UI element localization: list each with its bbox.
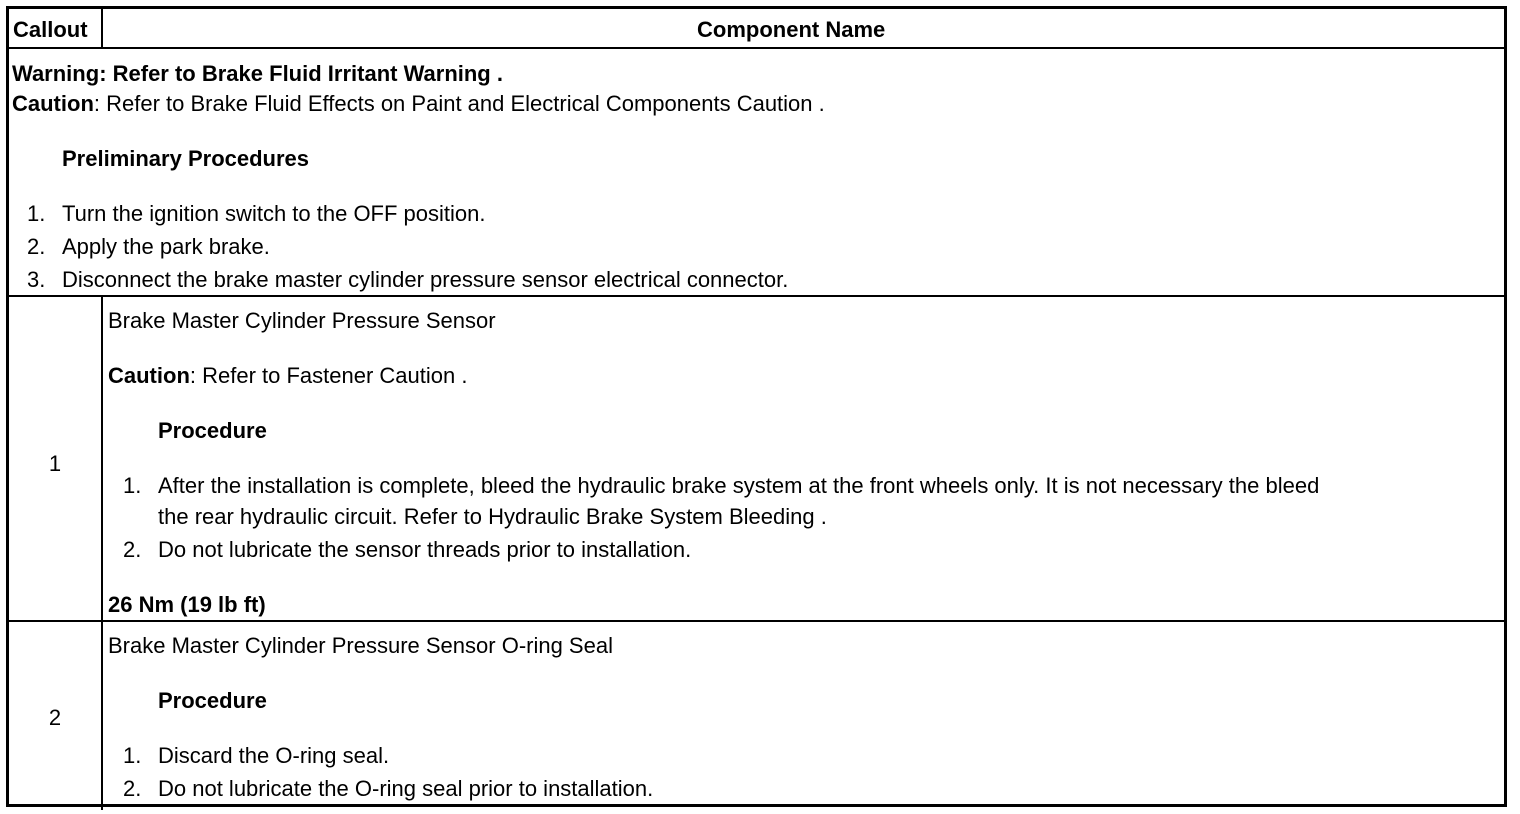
header-divider — [101, 9, 103, 47]
warning-label: Warning — [12, 61, 100, 86]
step-number: 3. — [27, 267, 46, 292]
step-number: 2. — [27, 234, 46, 259]
row-2-divider — [101, 620, 103, 810]
step-number: 1. — [123, 743, 142, 768]
component-name: Brake Master Cylinder Pressure Sensor O-ring Seal — [108, 633, 613, 658]
step-text: After the installation is complete, bleed the hydraulic brake system at the front wheels only. It is not necessary the bleed — [158, 473, 1320, 498]
step-text: Disconnect the brake master cylinder pressure sensor electrical connector. — [62, 267, 789, 292]
step-text-continued: the rear hydraulic circuit. Refer to Hydraulic Brake System Bleeding . — [158, 504, 827, 529]
warning-line — [12, 63, 503, 85]
step-text: Do not lubricate the sensor threads prior to installation. — [158, 537, 692, 562]
step-text: Apply the park brake. — [62, 234, 270, 259]
header-component-name: Component Name — [697, 17, 886, 42]
preliminary-heading: Preliminary Procedures — [62, 146, 310, 171]
intro-rule — [9, 295, 1504, 297]
step-number: 1. — [123, 473, 142, 498]
caution-label: Caution — [12, 91, 94, 116]
caution-text: : Refer to Fastener Caution . — [189, 363, 468, 388]
step-text: Turn the ignition switch to the OFF position. — [62, 201, 486, 226]
caution-line — [12, 93, 825, 115]
header-callout: Callout — [13, 17, 88, 42]
callout-number: 2 — [48, 705, 62, 730]
step-text: Discard the O-ring seal. — [158, 743, 390, 768]
step-number: 2. — [123, 776, 142, 801]
torque-spec: 26 Nm (19 lb ft) — [108, 592, 266, 617]
component-table — [6, 6, 1507, 807]
row-caution-line — [108, 365, 467, 387]
step-number: 2. — [123, 537, 142, 562]
caution-label: Caution — [108, 363, 190, 388]
warning-text: : Refer to Brake Fluid Irritant Warning . — [99, 61, 503, 86]
step-number: 1. — [27, 201, 46, 226]
step-text: Do not lubricate the O-ring seal prior to installation. — [158, 776, 654, 801]
callout-number: 1 — [48, 451, 62, 476]
component-name: Brake Master Cylinder Pressure Sensor — [108, 308, 496, 333]
header-rule — [9, 47, 1504, 49]
procedure-heading: Procedure — [158, 688, 267, 713]
row-1-rule — [9, 620, 1504, 622]
caution-text: : Refer to Brake Fluid Effects on Paint and Electrical Components Caution . — [93, 91, 825, 116]
procedure-heading: Procedure — [158, 418, 267, 443]
row-1-divider — [101, 295, 103, 621]
